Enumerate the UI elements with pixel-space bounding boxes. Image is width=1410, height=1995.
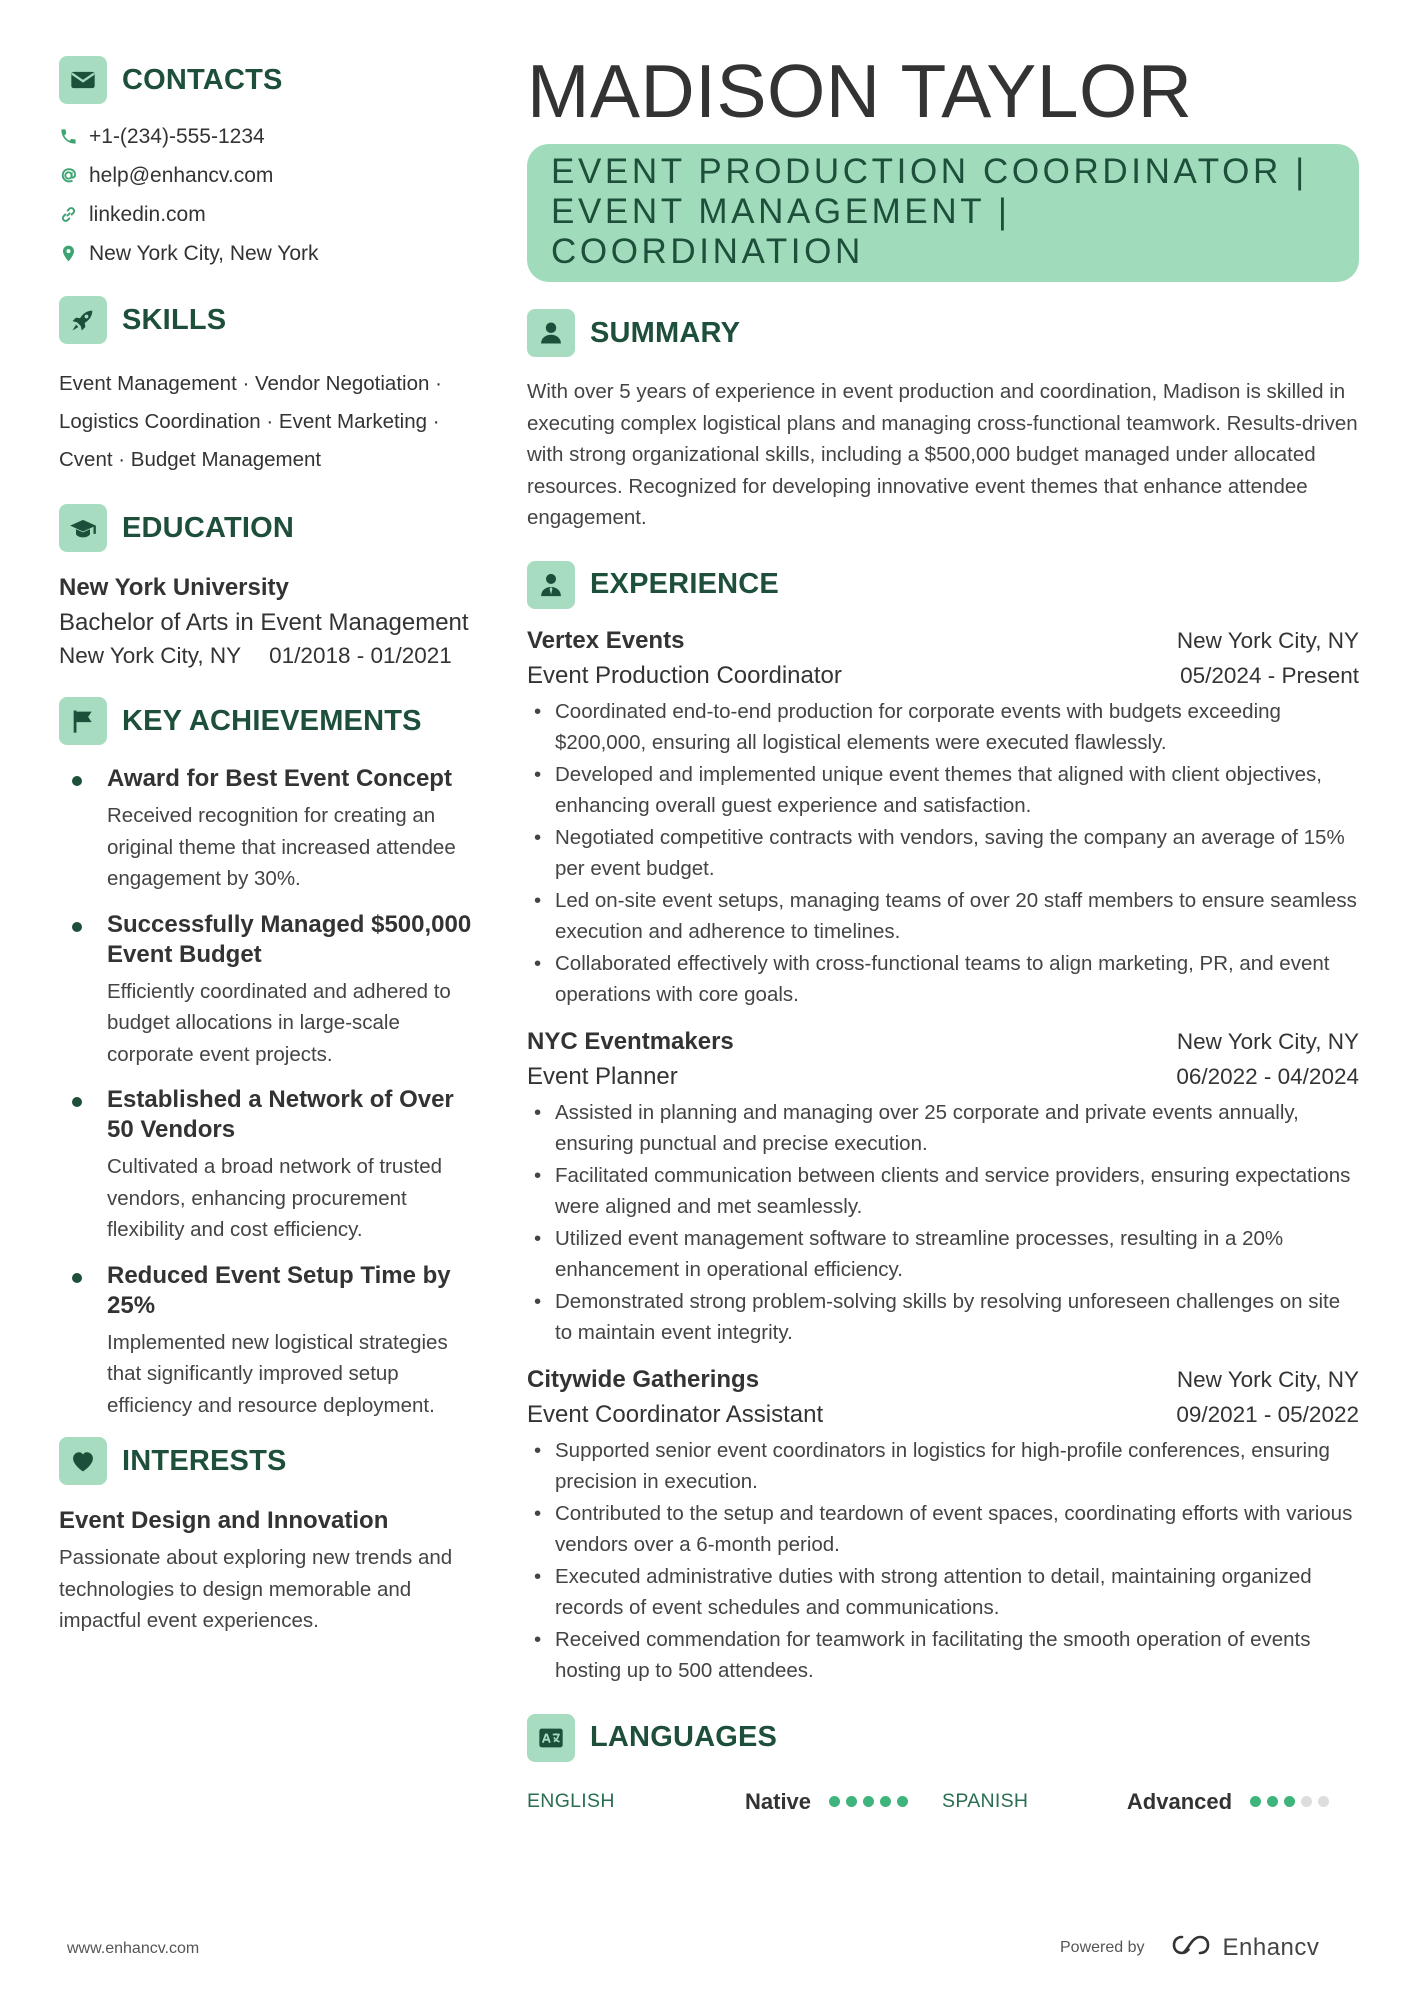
job-location: New York City, NY — [1176, 1366, 1359, 1392]
phone-icon — [59, 127, 89, 146]
achievement-desc: Cultivated a broad network of trusted vendors, enhancing procurement flexibility and cost efficiency. — [107, 1155, 443, 1241]
job-bullet: • Contributed to the setup and teardown of event spaces, coordinating efforts with various vendors over a 6-month period. — [527, 1498, 1359, 1561]
achievement-item — [59, 1261, 479, 1422]
achievement-title: Award for Best Event Concept — [107, 765, 452, 792]
interests-heading: INTERESTS — [122, 1444, 287, 1477]
achievement-list — [59, 764, 479, 1421]
skills-heading: SKILLS — [122, 303, 227, 336]
job-title-line: EVENT MANAGEMENT | COORDINATION — [551, 192, 1011, 271]
rating-dot-filled — [846, 1796, 857, 1807]
right-column — [527, 48, 1359, 1819]
rating-dot-filled — [897, 1796, 908, 1807]
contacts-heading: CONTACTS — [122, 63, 283, 96]
education-header — [59, 503, 479, 553]
enhancv-logo-icon — [1171, 1932, 1215, 1963]
school-name: New York University — [59, 574, 289, 601]
rating-dot-filled — [1250, 1796, 1261, 1807]
candidate-name: MADISON TAYLOR — [527, 49, 1193, 133]
job-company: Citywide Gatherings — [527, 1365, 760, 1393]
bullet-dot — [72, 1097, 82, 1107]
education-location: New York City, NY — [59, 643, 242, 668]
job-bullet: • Facilitated communication between clients and service providers, ensuring expectations were aligned and met seamlessly. — [527, 1160, 1359, 1223]
email-text: help@enhancv.com — [89, 163, 274, 187]
map-pin-icon — [59, 244, 89, 263]
flag-icon — [59, 697, 107, 745]
bullet-dot — [72, 776, 82, 786]
user-tie-icon — [527, 561, 575, 609]
job-bullet: • Executed administrative duties with strong attention to detail, maintaining organized records of event schedules and communications. — [527, 1561, 1359, 1624]
degree-title: Bachelor of Arts in Event Management — [59, 609, 469, 636]
languages-header — [527, 1713, 1359, 1763]
rocket-icon — [59, 296, 107, 344]
rating-dot-filled — [1267, 1796, 1278, 1807]
job-bullets — [527, 696, 1359, 1011]
graduation-cap-icon — [59, 504, 107, 552]
brand-name: Enhancv — [1222, 1933, 1320, 1961]
powered-by-label: Powered by — [1060, 1938, 1145, 1956]
language-name: ENGLISH — [527, 1790, 615, 1812]
achievements-section — [59, 696, 479, 1421]
summary-header — [527, 308, 1359, 358]
contact-list — [59, 117, 479, 273]
achievement-title: Successfully Managed $500,000 Event Budget — [107, 910, 472, 968]
envelope-icon — [59, 56, 107, 104]
interest-desc: Passionate about exploring new trends and technologies to design memorable and impactful event experiences. — [59, 1546, 453, 1632]
summary-heading: SUMMARY — [590, 316, 741, 349]
job-bullet: • Collaborated effectively with cross-functional teams to align marketing, PR, and event operations with core goals. — [527, 948, 1359, 1011]
job-bullet: • Utilized event management software to streamline processes, resulting in a 20% enhancement in operational efficiency. — [527, 1223, 1359, 1286]
job-title-banner — [527, 144, 1359, 282]
achievement-desc: Efficiently coordinated and adhered to budget allocations in large-scale corporate event projects. — [107, 979, 451, 1066]
language-rating — [1250, 1796, 1335, 1807]
job-bullet: • Coordinated end-to-end production for corporate events with budgets exceeding $200,000, ensuring all logistical elements were executed flawlessly. — [527, 696, 1359, 759]
interest-title: Event Design and Innovation — [59, 1507, 389, 1534]
job-bullets — [527, 1097, 1359, 1349]
location-text: New York City, New York — [89, 241, 319, 265]
contact-email[interactable] — [59, 156, 479, 195]
experience-heading: EXPERIENCE — [590, 568, 779, 600]
achievement-desc: Implemented new logistical strategies that significantly improved setup efficiency and resource deployment. — [107, 1330, 448, 1417]
interests-header — [59, 1436, 479, 1486]
job-role: Event Production Coordinator — [527, 661, 842, 689]
job-bullet: • Received commendation for teamwork in facilitating the smooth operation of events hosting up to 500 attendees. — [527, 1624, 1359, 1687]
footer-website[interactable]: www.enhancv.com — [67, 1940, 200, 1957]
skills-section — [59, 295, 479, 479]
experience-section — [527, 560, 1359, 1687]
phone-text: +1-(234)-555-1234 — [89, 124, 265, 148]
skills-line: Logistics Coordination · Event Marketing · — [59, 410, 440, 433]
rating-dot-filled — [863, 1796, 874, 1807]
user-icon — [527, 309, 575, 357]
job-entry — [527, 624, 1359, 1011]
rating-dot-empty — [1318, 1796, 1329, 1807]
achievement-title: Established a Network of Over 50 Vendors — [107, 1086, 454, 1143]
at-icon — [59, 166, 89, 185]
language-rating — [829, 1796, 914, 1807]
job-location: New York City, NY — [1176, 627, 1359, 653]
job-bullet: • Supported senior event coordinators in logistics for high-profile conferences, ensuring precision in execution. — [527, 1435, 1359, 1498]
contacts-header — [59, 55, 479, 105]
summary-text: With over 5 years of experience in event production and coordination, Madison is skilled in executing complex logistical plans and managing cross-functional teamwork. Results-driven with strong organizational skills, including a $500,000 budget managed under allocated resources. Recognized for developing innovative event themes that enhance attendee engagement. — [527, 380, 1358, 529]
job-location: New York City, NY — [1176, 1028, 1359, 1054]
job-bullet: • Negotiated competitive contracts with vendors, saving the company an average of 15% per event budget. — [527, 822, 1359, 885]
left-column — [59, 55, 479, 1637]
job-row — [527, 624, 1359, 658]
contact-linkedin[interactable] — [59, 195, 479, 234]
heart-icon — [59, 1437, 107, 1485]
interests-section — [59, 1436, 479, 1637]
job-bullet: • Demonstrated strong problem-solving skills by resolving unforeseen challenges on site to maintain event integrity. — [527, 1286, 1359, 1349]
experience-header — [527, 560, 1359, 610]
job-role: Event Planner — [527, 1062, 678, 1090]
language-level: Advanced — [1126, 1788, 1233, 1814]
link-icon — [59, 205, 89, 224]
bullet-dot — [72, 1273, 82, 1283]
languages-heading: LANGUAGES — [590, 1721, 778, 1753]
rating-dot-empty — [1301, 1796, 1312, 1807]
job-bullet: • Led on-site event setups, managing teams of over 20 staff members to ensure seamless execution and adherence to timelines. — [527, 885, 1359, 948]
rating-dot-filled — [880, 1796, 891, 1807]
achievement-title: Reduced Event Setup Time by 25% — [107, 1261, 451, 1319]
job-row — [527, 1059, 1359, 1095]
job-company: Vertex Events — [527, 626, 685, 654]
job-bullet: • Developed and implemented unique event themes that aligned with client objectives, enhancing overall guest experience and satisfaction. — [527, 759, 1359, 822]
education-section — [59, 503, 479, 672]
job-row — [527, 1025, 1359, 1059]
contact-phone[interactable] — [59, 117, 479, 156]
language-name: SPANISH — [942, 1790, 1029, 1812]
languages-section — [527, 1713, 1359, 1819]
achievements-heading: KEY ACHIEVEMENTS — [122, 704, 422, 737]
job-dates: 05/2024 - Present — [1180, 662, 1359, 688]
job-bullet: • Assisted in planning and managing over 25 corporate and private events annually, ensuring punctual and precise execution. — [527, 1097, 1359, 1160]
footer-branding — [1060, 1932, 1319, 1963]
job-row — [527, 1397, 1359, 1433]
job-dates: 06/2022 - 04/2024 — [1176, 1063, 1359, 1089]
achievement-item — [59, 764, 479, 895]
job-company: NYC Eventmakers — [527, 1027, 734, 1055]
job-row — [527, 1363, 1359, 1397]
job-bullets — [527, 1435, 1359, 1687]
job-role: Event Coordinator Assistant — [527, 1400, 824, 1428]
rating-dot-filled — [1284, 1796, 1295, 1807]
job-entry — [527, 1363, 1359, 1687]
skills-header — [59, 295, 479, 345]
achievement-item — [59, 910, 479, 1071]
education-meta — [59, 640, 479, 672]
job-title-line: EVENT PRODUCTION COORDINATOR | — [551, 152, 1308, 191]
summary-section — [527, 308, 1359, 534]
job-row — [527, 658, 1359, 694]
language-level: Native — [745, 1788, 812, 1814]
bullet-dot — [72, 922, 82, 932]
achievement-desc: Received recognition for creating an original theme that increased attendee engagement by 30%. — [107, 804, 456, 890]
job-dates: 09/2021 - 05/2022 — [1176, 1401, 1359, 1427]
linkedin-text: linkedin.com — [89, 202, 206, 226]
rating-dot-filled — [829, 1796, 840, 1807]
education-dates: 01/2018 - 01/2021 — [269, 643, 452, 668]
languages-row — [527, 1785, 1359, 1819]
job-entry — [527, 1025, 1359, 1349]
language-icon — [527, 1714, 575, 1762]
contact-location — [59, 234, 479, 273]
contacts-section — [59, 55, 479, 273]
achievement-item — [59, 1085, 479, 1246]
skills-line: Cvent · Budget Management — [59, 448, 322, 471]
education-heading: EDUCATION — [122, 511, 295, 544]
skills-list — [59, 365, 479, 479]
skills-line: Event Management · Vendor Negotiation · — [59, 372, 442, 395]
achievements-header — [59, 696, 479, 746]
